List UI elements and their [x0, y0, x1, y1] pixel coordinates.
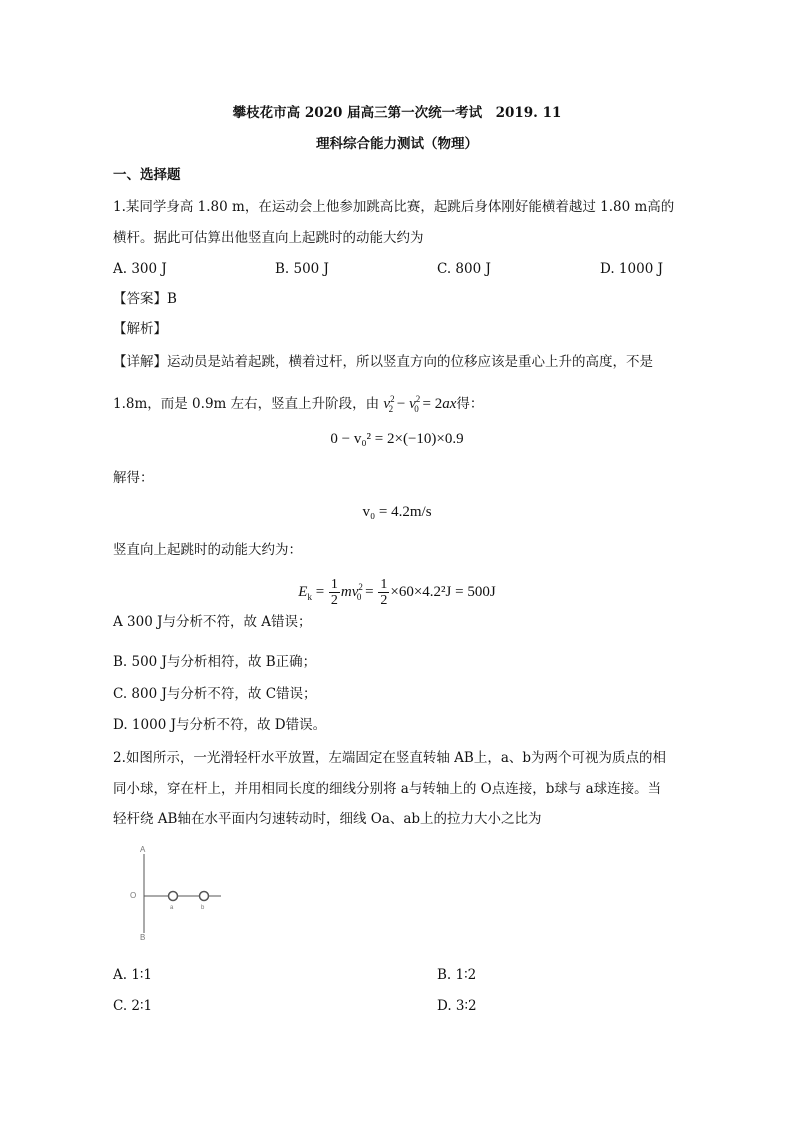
equation-2: v₀ = 4.2m/s [362, 504, 432, 520]
fraction-half: $\frac{1}{2}$ [330, 577, 338, 609]
detail-text: 运动员是站着起跳，横着过杆，所以竖直方向的位移应该是重心上升的高度，不是 [167, 354, 653, 370]
q1-solve-label: 解得： [113, 470, 154, 486]
q2-stem-line1: 2.如图所示，一光滑轻杆水平放置，左端固定在竖直转轴 AB上，a、b为两个可视为质点的相 [113, 750, 667, 766]
equation-3-tail: ×60×4.2²J = 500J [390, 584, 496, 600]
q1-detail-line2 [113, 390, 483, 418]
equation-1: 0 − v₀² = 2×(−10)×0.9 [330, 431, 464, 447]
detail-label: 【详解】 [113, 354, 167, 370]
q1-judge-d: D. 1000 J与分析不符，故 D错误。 [113, 717, 327, 733]
detail-line2-tail: 得： [456, 396, 484, 412]
q1-option-c: C. 800 J [437, 261, 491, 277]
q2-option-a: A. 1∶1 [113, 967, 153, 983]
q1-ke-intro: 竖直向上起跳时的动能大约为： [113, 542, 302, 558]
section-title: 一、选择题 [113, 167, 181, 183]
q1-stem-line1: 1.某同学身高 1.80 m，在运动会上他参加跳高比赛，起跳后身体刚好能横着越过 1.80 m高的 [113, 199, 675, 215]
q1-analysis-label: 【解析】 [113, 321, 167, 337]
q1-stem-line2: 横杆。据此可估算出他竖直向上起跳时的动能大约为 [113, 230, 424, 246]
q1-judge-c: C. 800 J与分析不符，故 C错误； [113, 686, 317, 702]
fraction-half: $\frac{1}{2}$ [380, 577, 388, 609]
q1-answer: 【答案】B [113, 291, 177, 307]
q2-option-c: C. 2∶1 [113, 998, 153, 1014]
equation-3: $E_k$ = $\frac{1}{2}$ $mv^2_0$ = $\frac{1}{2}$ ×60×4.2²J = 500J [298, 577, 496, 609]
q1-option-a: A. 300 J [113, 261, 167, 277]
label-a-top: A [140, 845, 146, 854]
q2-option-d: D. 3∶2 [437, 998, 477, 1014]
label-ball-a: a [170, 905, 174, 911]
detail-line2-text: 1.8m，而是 0.9m 左右，竖直上升阶段，由 [113, 396, 384, 412]
q1-option-d: D. 1000 J [600, 261, 663, 277]
rotating-rod-figure [125, 842, 235, 942]
q1-judge-a: A 300 J与分析不符，故 A错误； [113, 614, 312, 630]
q2-option-b: B. 1∶2 [437, 967, 477, 983]
q1-option-b: B. 500 J [275, 261, 329, 277]
q2-stem-line3: 轻杆绕 AB轴在水平面内匀速转动时，细线 Oa、ab上的拉力大小之比为 [113, 811, 542, 827]
q1-detail-line1 [113, 353, 653, 371]
q2-stem-line2: 同小球，穿在杆上，并用相同长度的细线分别将 a与转轴上的 O点连接，b球与 a球连接。当 [113, 781, 662, 797]
page-title: 攀枝花市高 2020 届高三第一次统一考试 2019. 11 [232, 105, 562, 121]
ball-a [169, 892, 178, 901]
ball-b [200, 892, 209, 901]
label-ball-b: b [201, 905, 205, 911]
kinematics-formula: $v^2_2 - v^2_0 = 2ax$ [383, 394, 457, 414]
label-o: O [130, 891, 137, 900]
q1-judge-b: B. 500 J与分析相符，故 B正确； [113, 654, 317, 670]
page-subtitle: 理科综合能力测试（物理） [316, 136, 478, 152]
label-b-bottom: B [140, 933, 146, 942]
